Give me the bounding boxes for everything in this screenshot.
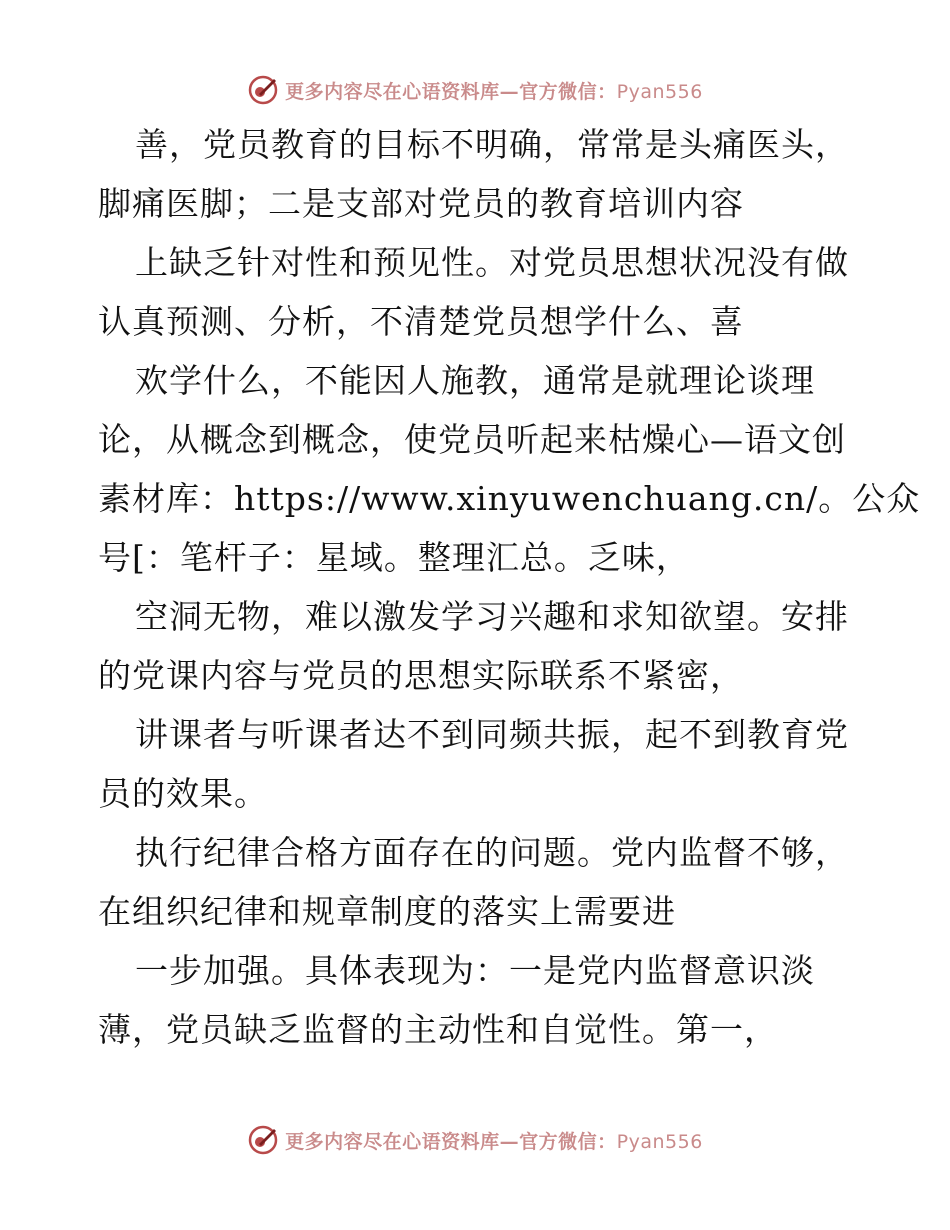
body-line: 脚痛医脚；二是支部对党员的教育培训内容 <box>98 184 744 223</box>
quill-logo-icon <box>247 74 279 106</box>
footer-wechat-id: Pyan556 <box>616 1130 703 1153</box>
body-line: 员的效果。 <box>98 774 268 813</box>
body-line: 薄，党员缺乏监督的主动性和自觉性。第一， <box>98 1010 778 1049</box>
body-line: 的党课内容与党员的思想实际联系不紧密， <box>98 656 744 695</box>
body-line: 认真预测、分析，不清楚党员想学什么、喜 <box>98 302 744 341</box>
body-line: 讲课者与听课者达不到同频共振，起不到教育党 <box>135 715 849 754</box>
body-line: 善，党员教育的目标不明确，常常是头痛医头， <box>135 125 849 164</box>
body-line: 执行纪律合格方面存在的问题。党内监督不够， <box>135 833 849 872</box>
header-banner-text: 更多内容尽在心语资料库—官方微信： <box>285 80 617 103</box>
body-line: 空洞无物，难以激发学习兴趣和求知欲望。安排 <box>135 597 849 636</box>
header-watermark-banner <box>0 72 950 108</box>
body-line: 上缺乏针对性和预见性。对党员思想状况没有做 <box>135 243 849 282</box>
footer-watermark-banner <box>0 1122 950 1158</box>
body-line: 欢学什么，不能因人施教，通常是就理论谈理 <box>135 361 815 400</box>
body-line: 在组织纪律和规章制度的落实上需要进 <box>98 892 676 931</box>
footer-banner-text: 更多内容尽在心语资料库—官方微信： <box>285 1130 617 1153</box>
quill-logo-icon <box>247 1124 279 1156</box>
body-line: 号[：笔杆子：星域。整理汇总。乏味， <box>98 538 690 577</box>
body-line: 一步加强。具体表现为：一是党内监督意识淡 <box>135 951 815 990</box>
header-wechat-id: Pyan556 <box>616 80 703 103</box>
body-line: 素材库：https://www.xinyuwenchuang.cn/。公众 <box>98 479 921 518</box>
body-line: 论，从概念到概念，使党员听起来枯燥心—语文创 <box>98 420 846 459</box>
